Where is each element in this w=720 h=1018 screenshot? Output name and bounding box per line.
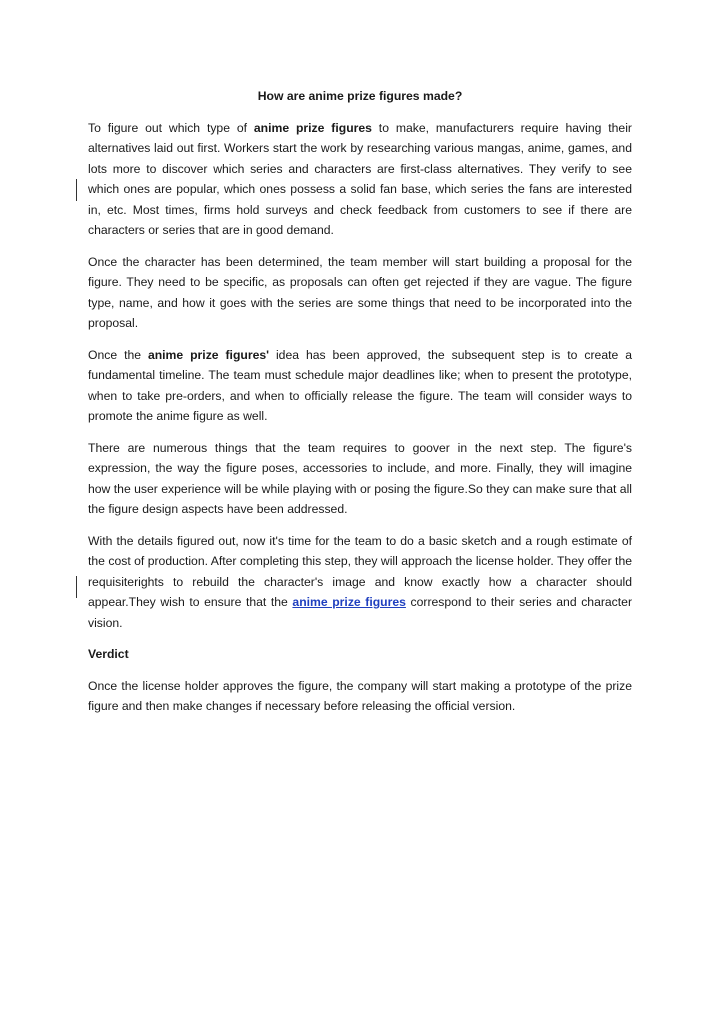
section-heading-verdict: Verdict <box>88 647 129 661</box>
paragraph-1 <box>88 118 632 241</box>
p1-text-before: To figure out which type of <box>88 120 254 135</box>
document-page <box>88 86 632 728</box>
p5-text-before: With the details figured out, now it's time for the team to do a basic sketch and a rough estimate of the cost of production. After completing this step, they will approach the license holder. They offer the requisiterights to rebuild the character's image and know exactly how a character should appear.They wish to ensure that the <box>88 533 632 609</box>
p3-text-after: idea has been approved, the subsequent step is to create a fundamental timeline. The team must schedule major deadlines like; when to present the prototype, when to take pre-orders, and when to officially release the figure. The team will consider ways to promote the anime figure as well. <box>88 347 632 423</box>
revision-bar-2 <box>76 576 77 598</box>
paragraph-3 <box>88 345 632 427</box>
paragraph-4: There are numerous things that the team requires to goover in the next step. The figure's expression, the way the figure poses, accessories to include, and more. Finally, they will imagine how the user experience will be while playing with or posing the figure.So they can make sure that all the figure design aspects have been addressed. <box>88 440 632 516</box>
p3-keyword: anime prize figures' <box>147 347 270 362</box>
paragraph-5 <box>88 531 632 634</box>
paragraph-2: Once the character has been determined, the team member will start building a proposal for the figure. They need to be specific, as proposals can often get rejected if they are vague. The figure type, name, and how it goes with the series are some things that need to be incorporated into the proposal. <box>88 254 632 330</box>
p3-text-before: Once the <box>88 347 148 362</box>
revision-bar-1 <box>76 179 77 201</box>
p1-keyword: anime prize figures <box>253 120 372 135</box>
page-title: How are anime prize figures made? <box>257 89 463 103</box>
paragraph-6: Once the license holder approves the figure, the company will start making a prototype of the prize figure and then make changes if necessary before releasing the official version. <box>88 678 632 713</box>
p1-text-after: to make, manufacturers require having their alternatives laid out first. Workers start the work by researching various mangas, anime, games, and lots more to discover which series and characters are first-class alternatives. They verify to see which ones are popular, which ones possess a solid fan base, which series the fans are interested in, etc. Most times, firms hold surveys and check feedback from customers to see if there are characters or series that are in good demand. <box>88 120 632 237</box>
anime-prize-figures-link[interactable]: anime prize figures <box>292 595 406 609</box>
p5-text-after: correspond to their series and character vision. <box>88 595 632 630</box>
